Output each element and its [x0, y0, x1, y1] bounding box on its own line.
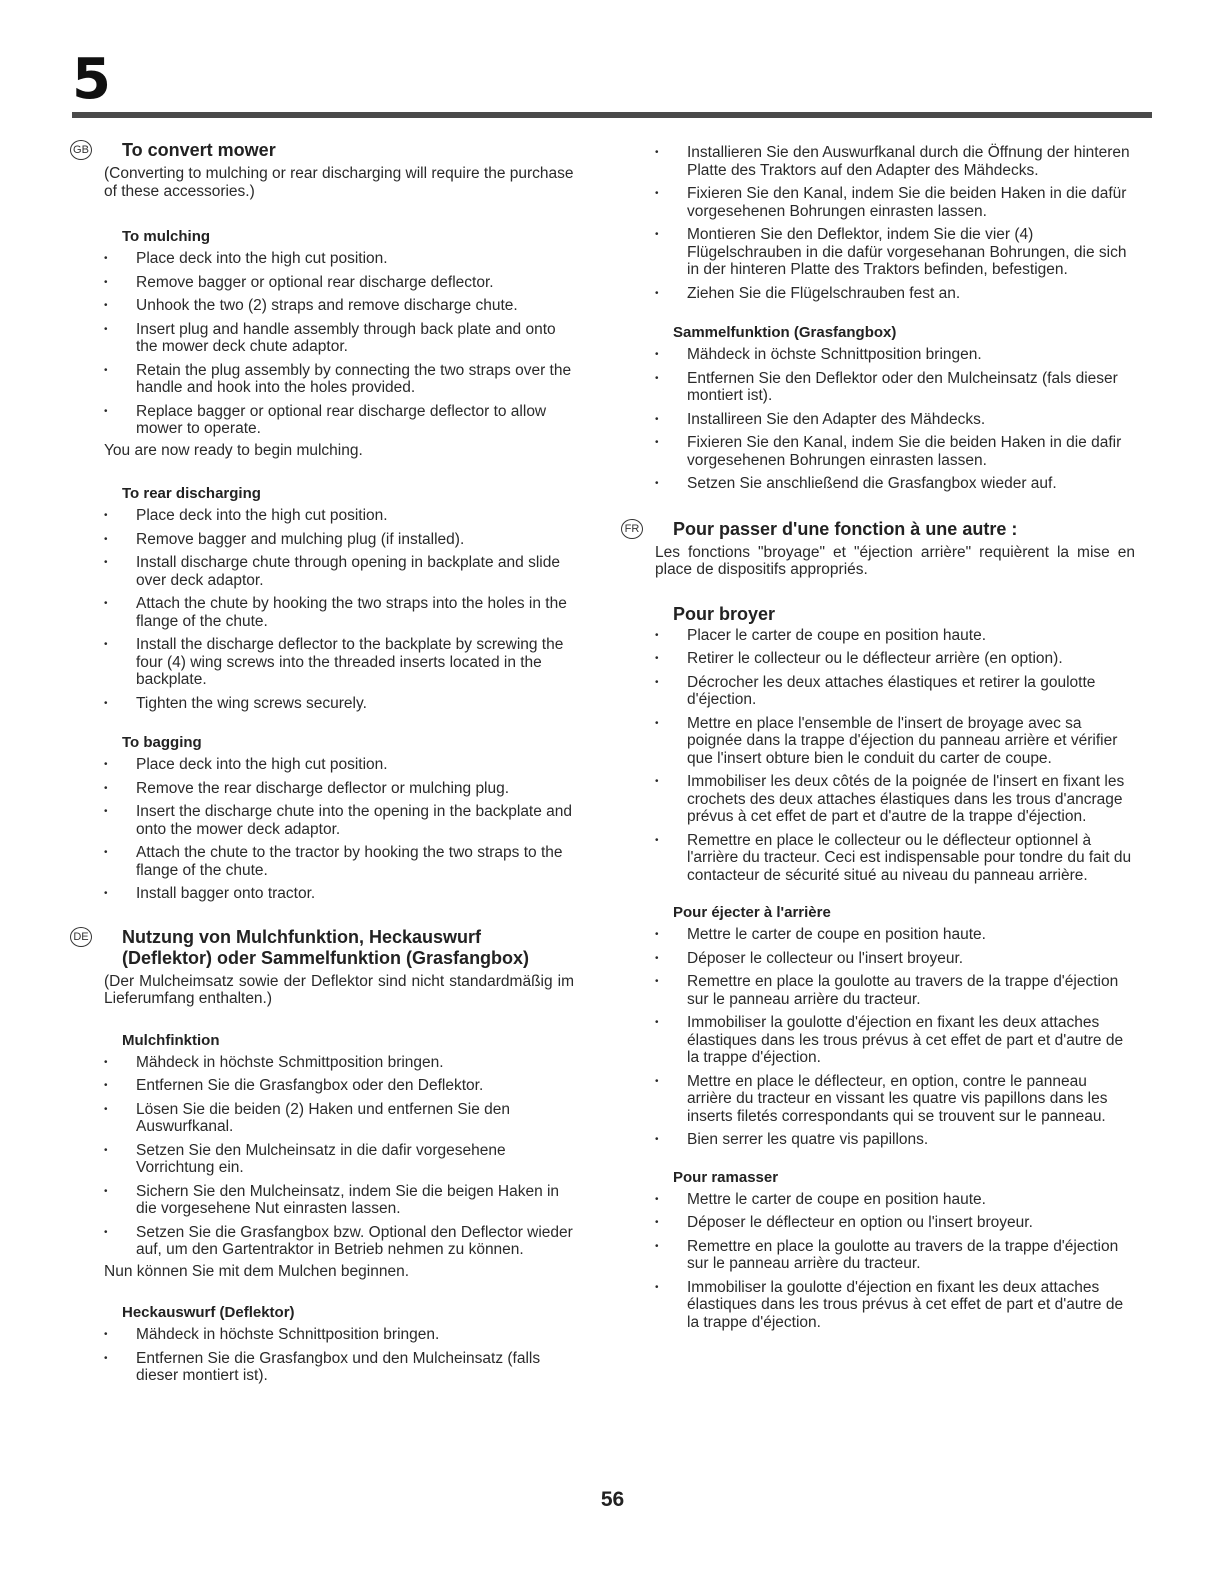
- step-item: • Installireen Sie den Adapter des Mähdecks.: [655, 411, 1135, 429]
- step-item: • Mettre le carter de coupe en position haute.: [655, 926, 1135, 944]
- step-item: • Unhook the two (2) straps and remove discharge chute.: [104, 297, 574, 315]
- step-item: • Insert plug and handle assembly through back plate and onto the mower deck chute adaptor.: [104, 321, 574, 356]
- step-item: • Déposer le déflecteur en option ou l'insert broyeur.: [655, 1214, 1135, 1232]
- step-item: • Attach the chute by hooking the two straps into the holes in the flange of the chute.: [104, 595, 574, 630]
- de-intro: (Der Mulcheimsatz sowie der Deflektor sind nicht standardmäßig im Lieferumfang enthalten.): [104, 972, 574, 1007]
- step-item: • Mettre en place le déflecteur, en option, contre le panneau arrière du tracteur en vissant les quatre vis papillons dans les inserts filetés correspondants qui se trouvent sur le panneau.: [655, 1073, 1135, 1126]
- step-item: • Placer le carter de coupe en position haute.: [655, 627, 1135, 645]
- step-item: • Remettre en place le collecteur ou le déflecteur optionnel à l'arrière du tracteur. Ceci est indispensable pour tondre du fait du contacteur de sécurité situé au niveau du panneau arrière.: [655, 832, 1135, 885]
- de-language-badge: DE: [70, 927, 92, 947]
- step-item: • Mähdeck in öchste Schnittposition bringen.: [655, 346, 1135, 364]
- step-item: • Montieren Sie den Deflektor, indem Sie die vier (4) Flügelschrauben in die dafür vorgesehanan Bohrungen, die sich in der hinteren Platte des Traktors befinden, befestigen.: [655, 226, 1135, 279]
- fr-ejecter-steps: [655, 926, 1135, 1149]
- gb-rear-title: To rear discharging: [122, 485, 261, 502]
- step-item: • Entfernen Sie die Grasfangbox oder den Deflektor.: [104, 1077, 574, 1095]
- right-column: [624, 140, 1135, 1337]
- gb-rear-steps: [104, 507, 574, 712]
- step-item: • Retain the plug assembly by connecting the two straps over the handle and hook into the holes provided.: [104, 362, 574, 397]
- step-item: • Immobiliser les deux côtés de la poignée de l'insert en fixant les crochets des deux attaches élastiques dans les trous d'ancrage prévus à cet effet de part et d'autre de la trappe d'éjection.: [655, 773, 1135, 826]
- gb-bagging-title: To bagging: [122, 734, 202, 751]
- step-item: • Immobiliser la goulotte d'éjection en fixant les deux attaches élastiques dans les trous prévus à cet effet de part et d'autre de la trappe d'éjection.: [655, 1279, 1135, 1332]
- de-section-title: Nutzung von Mulchfunktion, Heckauswurf (Deflektor) oder Sammelfunktion (Grasfangbox): [122, 926, 530, 968]
- de-mulch-note: Nun können Sie mit dem Mulchen beginnen.: [104, 1262, 410, 1280]
- header-rule: [72, 112, 1152, 118]
- chapter-number: 5: [72, 47, 110, 112]
- step-item: • Setzen Sie die Grasfangbox bzw. Optional den Deflector wieder auf, um den Gartentraktor in Betrieb nehmen zu können.: [104, 1224, 574, 1259]
- de-heck-title: Heckauswurf (Deflektor): [122, 1304, 295, 1321]
- step-item: • Place deck into the high cut position.: [104, 756, 574, 774]
- step-item: • Immobiliser la goulotte d'éjection en fixant les deux attaches élastiques dans les trous prévus à cet effet de part et d'autre de la trappe d'éjection.: [655, 1014, 1135, 1067]
- step-item: • Mettre en place l'ensemble de l'insert de broyage avec sa poignée dans la trappe d'éjection du panneau arrière et vérifier que l'insert obture bien le conduit du carter de coupe.: [655, 715, 1135, 768]
- fr-language-badge: FR: [621, 519, 643, 539]
- step-item: • Setzen Sie den Mulcheinsatz in die dafir vorgesehene Vorrichtung ein.: [104, 1142, 574, 1177]
- fr-intro: Les fonctions "broyage" et "éjection arrière" requièrent la mise en place de dispositifs appropriés.: [655, 543, 1135, 578]
- step-item: • Install discharge chute through opening in backplate and slide over deck adaptor.: [104, 554, 574, 589]
- gb-section-title: To convert mower: [122, 140, 276, 160]
- fr-ramasser-steps: [655, 1191, 1135, 1332]
- step-item: • Remove bagger or optional rear discharge deflector.: [104, 274, 574, 292]
- step-item: • Entfernen Sie die Grasfangbox und den Mulcheinsatz (falls dieser montiert ist).: [104, 1350, 574, 1385]
- step-item: • Ziehen Sie die Flügelschrauben fest an.: [655, 285, 1135, 303]
- step-item: • Entfernen Sie den Deflektor oder den Mulcheinsatz (fals dieser montiert ist).: [655, 370, 1135, 405]
- step-item: • Bien serrer les quatre vis papillons.: [655, 1131, 1135, 1149]
- step-item: • Sichern Sie den Mulcheinsatz, indem Sie die beigen Haken in die vorgesehene Nut einrasten lassen.: [104, 1183, 574, 1218]
- step-item: • Mettre le carter de coupe en position haute.: [655, 1191, 1135, 1209]
- gb-intro: (Converting to mulching or rear discharging will require the purchase of these accessories.): [104, 165, 574, 200]
- gb-mulching-note: You are now ready to begin mulching.: [104, 441, 363, 459]
- step-item: • Décrocher les deux attaches élastiques et retirer la goulotte d'éjection.: [655, 674, 1135, 709]
- step-item: • Remove the rear discharge deflector or mulching plug.: [104, 780, 574, 798]
- step-item: • Attach the chute to the tractor by hooking the two straps to the flange of the chute.: [104, 844, 574, 879]
- left-column: [73, 140, 574, 1391]
- step-item: • Remettre en place la goulotte au travers de la trappe d'éjection sur le panneau arrière du tracteur.: [655, 973, 1135, 1008]
- step-item: • Install bagger onto tractor.: [104, 885, 574, 903]
- de-mulch-steps: [104, 1054, 574, 1259]
- page-number: 56: [600, 1488, 625, 1511]
- de-section-header: [73, 926, 574, 969]
- step-item: • Place deck into the high cut position.: [104, 250, 574, 268]
- step-item: • Installieren Sie den Auswurfkanal durch die Öffnung der hinteren Platte des Traktors auf den Adapter des Mähdecks.: [655, 144, 1135, 179]
- step-item: • Fixieren Sie den Kanal, indem Sie die beiden Haken in die dafir vorgesehenen Bohrungen einrasten lassen.: [655, 434, 1135, 469]
- step-item: • Déposer le collecteur ou l'insert broyeur.: [655, 950, 1135, 968]
- de-sammel-title: Sammelfunktion (Grasfangbox): [673, 324, 897, 341]
- gb-mulching-title: To mulching: [122, 228, 211, 245]
- gb-language-badge: GB: [70, 140, 92, 160]
- de-sammel-steps: [655, 346, 1135, 493]
- step-item: • Install the discharge deflector to the backplate by screwing the four (4) wing screws into the threaded inserts located in the backplate.: [104, 636, 574, 689]
- fr-section-header: [624, 518, 1135, 540]
- step-item: • Replace bagger or optional rear discharge deflector to allow mower to operate.: [104, 403, 574, 438]
- de-mulch-title: Mulchfinktion: [122, 1031, 220, 1049]
- fr-section-title: Pour passer d'une fonction à une autre :: [673, 518, 1018, 539]
- gb-bagging-steps: [104, 756, 574, 903]
- step-item: • Lösen Sie die beiden (2) Haken und entfernen Sie den Auswurfkanal.: [104, 1101, 574, 1136]
- fr-ejecter-title: Pour éjecter à l'arrière: [673, 904, 831, 921]
- de-heck-steps-continued: [655, 144, 1135, 302]
- de-heck-steps: [104, 1326, 574, 1385]
- gb-section-header: [73, 140, 574, 161]
- step-item: • Fixieren Sie den Kanal, indem Sie die beiden Haken in die dafür vorgesehenen Bohrungen einrasten lassen.: [655, 185, 1135, 220]
- fr-broyer-title: Pour broyer: [673, 603, 776, 624]
- step-item: • Retirer le collecteur ou le déflecteur arrière (en option).: [655, 650, 1135, 668]
- step-item: • Tighten the wing screws securely.: [104, 695, 574, 713]
- step-item: • Setzen Sie anschließend die Grasfangbox wieder auf.: [655, 475, 1135, 493]
- step-item: • Insert the discharge chute into the opening in the backplate and onto the mower deck adaptor.: [104, 803, 574, 838]
- step-item: • Remettre en place la goulotte au travers de la trappe d'éjection sur le panneau arrière du tracteur.: [655, 1238, 1135, 1273]
- fr-broyer-steps: [655, 627, 1135, 885]
- step-item: • Remove bagger and mulching plug (if installed).: [104, 531, 574, 549]
- step-item: • Mähdeck in höchste Schmittposition bringen.: [104, 1054, 574, 1072]
- gb-mulching-steps: [104, 250, 574, 438]
- step-item: • Mähdeck in höchste Schnittposition bringen.: [104, 1326, 574, 1344]
- fr-ramasser-title: Pour ramasser: [673, 1168, 779, 1186]
- step-item: • Place deck into the high cut position.: [104, 507, 574, 525]
